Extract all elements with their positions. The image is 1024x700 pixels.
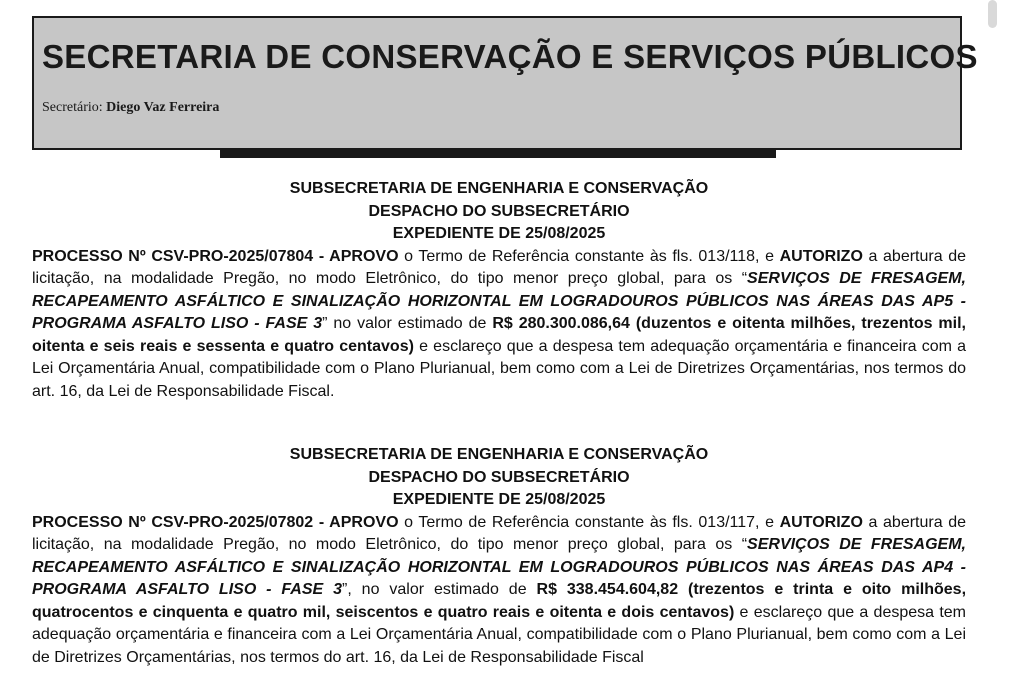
dispatch-paragraph xyxy=(32,246,966,404)
header-divider xyxy=(220,150,776,158)
dispatch-section-2 xyxy=(32,444,966,669)
secretary-label: Secretário: xyxy=(42,100,103,115)
service-object: SERVIÇOS DE FRESAGEM, RECAPEAMENTO ASFÁLTICO E SINALIZAÇÃO HORIZONTAL EM LOGRADOUROS PÚBLICOS NAS ÁREAS DAS AP4 - PROGRAMA ASFALTO LISO - FASE 3 xyxy=(32,536,966,598)
autorizo-keyword: AUTORIZO xyxy=(779,247,863,265)
separator: - xyxy=(313,513,330,531)
estimated-amount: R$ 338.454.604,82 (trezentos e trinta e oito milhões, quatrocentos e cinquenta e quatro mil, seiscentos e quatro reais e oitenta e dois centavos) xyxy=(32,581,967,621)
service-object: SERVIÇOS DE FRESAGEM, RECAPEAMENTO ASFÁLTICO E SINALIZAÇÃO HORIZONTAL EM LOGRADOUROS PÚBLICOS NAS ÁREAS DAS AP5 - PROGRAMA ASFALTO LISO - FASE 3 xyxy=(32,270,966,332)
expediente-heading: EXPEDIENTE DE 25/08/2025 xyxy=(392,225,606,242)
body-text: ” no valor estimado de xyxy=(322,315,493,332)
body-text: e esclareço que a despesa tem adequação orçamentária e financeira com a Lei Orçamentária Anual, compatibilidade com o Plano Plurianual, bem como com a Lei de Diretrizes Orçamentárias, nos termos do art. 16, da Lei de Responsabilidade Fiscal. xyxy=(32,337,967,400)
department-title: SECRETARIA DE CONSERVAÇÃO E SERVIÇOS PÚBLICOS xyxy=(42,38,978,75)
body-text: o Termo de Referência constante às fls. 013/117, e xyxy=(398,513,780,531)
autorizo-keyword: AUTORIZO xyxy=(779,513,863,531)
scrollbar-thumb[interactable] xyxy=(988,0,997,28)
secretary-line xyxy=(42,100,219,116)
subsecretaria-heading: SUBSECRETARIA DE ENGENHARIA E CONSERVAÇÃO xyxy=(289,180,709,197)
body-text: a abertura de licitação, na modalidade Pregão, no modo Eletrônico, do tipo menor preço global, para os “ xyxy=(32,513,967,553)
despacho-heading: DESPACHO DO SUBSECRETÁRIO xyxy=(368,202,630,220)
department-header xyxy=(32,16,978,150)
process-number: PROCESSO Nº CSV-PRO-2025/07802 xyxy=(32,513,314,531)
estimated-amount: R$ 280.300.086,64 (duzentos e oitenta milhões, trezentos mil, oitenta e seis reais e sessenta e quatro centavos) xyxy=(32,315,966,355)
aprovo-keyword: APROVO xyxy=(329,247,399,265)
expediente-heading: EXPEDIENTE DE 25/08/2025 xyxy=(392,491,606,508)
secretary-name: Diego Vaz Ferreira xyxy=(106,100,220,115)
separator: - xyxy=(313,247,330,265)
despacho-heading: DESPACHO DO SUBSECRETÁRIO xyxy=(368,468,630,486)
body-text: e esclareço que a despesa tem adequação orçamentária e financeira com a Lei Orçamentária Anual, compatibilidade com o Plano Plurianual, bem como com a Lei de Diretrizes Orçamentárias, nos termos do art. 16, da Lei de Responsabilidade Fiscal xyxy=(32,603,966,666)
dispatch-paragraph xyxy=(32,512,966,670)
dispatch-section-1 xyxy=(32,178,966,403)
aprovo-keyword: APROVO xyxy=(329,513,399,531)
subsecretaria-heading: SUBSECRETARIA DE ENGENHARIA E CONSERVAÇÃO xyxy=(289,446,709,463)
body-text: o Termo de Referência constante às fls. 013/118, e xyxy=(398,247,780,265)
section-headlines xyxy=(32,444,966,512)
process-number: PROCESSO Nº CSV-PRO-2025/07804 xyxy=(32,247,314,265)
body-text: ”, no valor estimado de xyxy=(342,581,537,598)
body-text: a abertura de licitação, na modalidade Pregão, no modo Eletrônico, do tipo menor preço global, para os “ xyxy=(32,247,967,287)
section-headlines xyxy=(32,178,966,246)
